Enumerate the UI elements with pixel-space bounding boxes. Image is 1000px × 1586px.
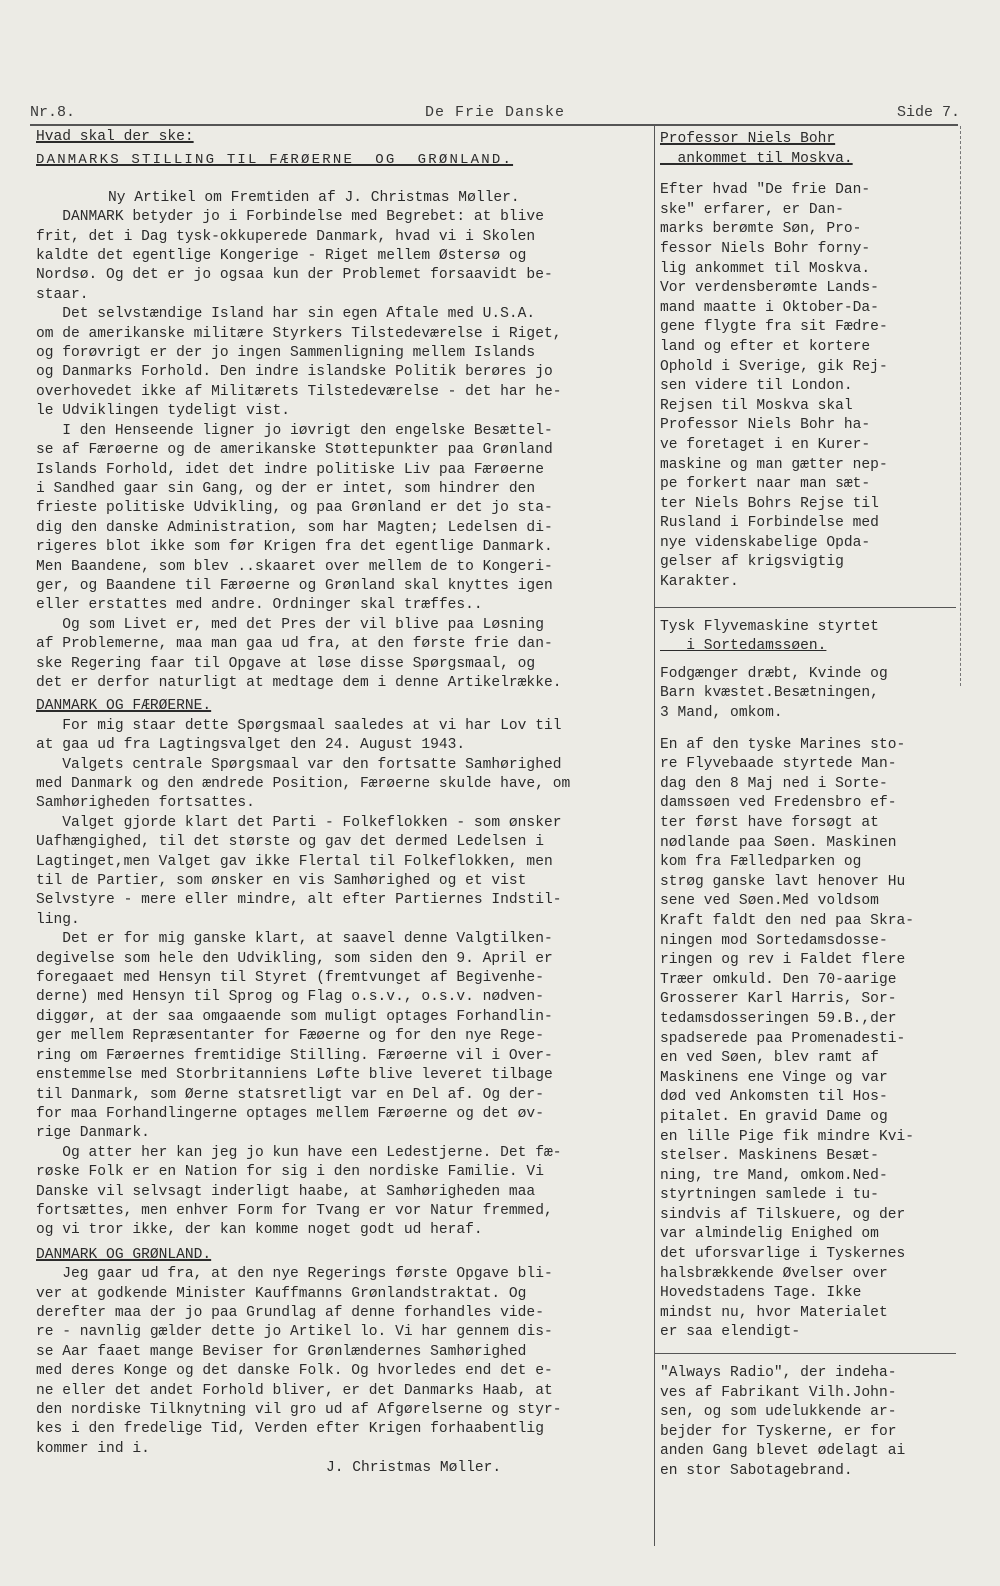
article-subtitle: Ny Artikel om Fremtiden af J. Christmas Møller. (108, 189, 520, 206)
text-line: frit, det i Dag tysk-okkuperede Danmark, hvad vi i Skolen (36, 228, 536, 245)
bohr-headline: Professor Niels Bohr (660, 131, 836, 147)
text-line: ske Regering faar til Opgave at løse disse Spørgsmaal, og (36, 655, 536, 672)
text-line: DANMARK betyder jo i Forbindelse med Begrebet: at blive (36, 209, 544, 226)
text-line: En af den tyske Marines sto- (660, 736, 906, 753)
greenland-paragraphs (36, 1265, 648, 1459)
side-column (660, 130, 956, 1482)
text-line: en ved Søen, blev ramt af (660, 1050, 879, 1067)
masthead-title: De Frie Danske (425, 104, 566, 121)
author-signature: J. Christmas Møller. (326, 1460, 502, 1477)
text-line: rige Danmark. (36, 1125, 150, 1142)
text-line: staar. (36, 286, 89, 303)
text-line: rigeres blot ikke som før Krigen fra det egentlige Danmark. (36, 539, 553, 556)
text-line: spadserede paa Promenadesti- (660, 1030, 906, 1047)
text-line: gene flygte fra sit Fædre- (660, 319, 888, 336)
text-line: dig den danske Administration, som har Magten; Ledelsen di- (36, 519, 553, 536)
text-line: strøg ganske lavt henover Hu (660, 873, 906, 890)
text-line: i Sandhed gaar sin Gang, og der er intet, som hindrer den (36, 480, 536, 497)
text-line: Hovedstadens Tage. Ikke (660, 1285, 862, 1302)
text-line: Valgets centrale Spørgsmaal var den fortsatte Samhørighed (36, 756, 562, 773)
text-line: nødlande paa Søen. Maskinen (660, 834, 897, 851)
text-line: ringen og rev i Faldet flere (660, 952, 906, 969)
text-line: Grosserer Karl Harris, Sor- (660, 991, 897, 1008)
text-line: og forøvrigt er der jo ingen Sammenligning mellem Islands (36, 345, 536, 362)
text-line: derne) med Hensyn til Sprog og Flag o.s.v., o.s.v. nødven- (36, 989, 544, 1006)
text-line: var almindelig Enighed om (660, 1226, 879, 1243)
text-line: maskine og man gætter nep- (660, 456, 888, 473)
plane-article (660, 736, 956, 1343)
text-line: Men Baandene, som blev ..skaaret over mellem de to Kongeri- (36, 558, 553, 575)
text-line: død ved Ankomsten til Hos- (660, 1089, 888, 1106)
text-line: Danske vil selvsagt inderligt haabe, at Samhørigheden maa (36, 1183, 536, 1200)
text-line: bejder for Tyskerne, er for (660, 1423, 897, 1440)
text-line: Valget gjorde klart det Parti - Folkeflokken - som ønsker (36, 814, 562, 831)
text-line: "Always Radio", der indeha- (660, 1365, 897, 1382)
text-line: Efter hvad "De frie Dan- (660, 182, 871, 199)
text-line: pe forkert naar man sæt- (660, 476, 871, 493)
text-line: sen, og som udelukkende ar- (660, 1404, 897, 1421)
text-line: Samhørigheden fortsattes. (36, 795, 255, 812)
faroe-paragraphs (36, 717, 648, 1241)
text-line: sene ved Søen.Med voldsom (660, 893, 879, 910)
text-line: Professor Niels Bohr ha- (660, 417, 871, 434)
text-line: ningen mod Sortedamsdosse- (660, 932, 888, 949)
article-title: DANMARKS STILLING TIL FÆRØERNE OG GRØNLAND. (36, 152, 514, 169)
text-line: og vi tror ikke, der kan komme noget godt ud heraf. (36, 1222, 483, 1239)
page-number: Side 7. (896, 104, 960, 121)
text-line: med deres Konge og det danske Folk. Og hvorledes end det e- (36, 1363, 553, 1380)
text-line: le Udviklingen tydeligt vist. (36, 403, 290, 420)
text-line: stelser. Maskinens Besæt- (660, 1148, 879, 1165)
column-divider (654, 126, 655, 1546)
text-line: ger, og Baandene til Færøerne og Grønland skal knyttes igen (36, 577, 553, 594)
section-label: Hvad skal der ske: (36, 129, 194, 145)
bohr-headline-2: ankommet til Moskva. (660, 150, 853, 167)
text-line: fessor Niels Bohr forny- (660, 240, 871, 257)
text-line: og Danmarks Forhold. Den indre islandske Politik berøres jo (36, 364, 553, 381)
text-line: den nordiske Tilknytning vil gro ud af Afgørelserne og styr- (36, 1402, 562, 1418)
text-line: ter først have forsøgt at (660, 815, 879, 831)
text-line: ves af Fabrikant Vilh.John- (660, 1384, 897, 1401)
text-line: det er derfor naturligt at medtage dem i denne Artikelrække. (36, 674, 562, 691)
right-edge-rule (960, 126, 961, 686)
text-line: til de Partier, som ønsker en vis Samhørighed og et vist (36, 873, 527, 890)
text-line: se Aar faaet mange Beviser for Grønlændernes Samhørighed (36, 1343, 527, 1360)
text-line: eller erstattes med andre. Ordninger skal træffes.. (36, 597, 483, 614)
text-line: Islands Forhold, idet det indre politiske Liv paa Færøerne (36, 461, 544, 478)
text-line: Det er for mig ganske klart, at saavel denne Valgtilken- (36, 931, 553, 948)
bohr-article (660, 181, 956, 592)
text-line: foregaaet med Hensyn til Styret (fremtvunget af Begivenhe- (36, 970, 544, 987)
text-line: Maskinens ene Vinge og var (660, 1069, 888, 1086)
text-line: re - navnlig gælder dette jo Artikel lo. Vi har gennem dis- (36, 1324, 553, 1341)
text-line: For mig staar dette Spørgsmaal saaledes at vi har Lov til (36, 717, 562, 734)
text-line: med Danmark og den ændrede Position, Færøerne skulde have, om (36, 776, 571, 792)
text-line: til Danmark, som Øerne statsretligt var en Del af. Og der- (36, 1086, 544, 1103)
text-line: overhovedet ikke af Militærets Tilstedeværelse - det har he- (36, 383, 562, 400)
text-line: Træer omkuld. Den 70-aarige (660, 971, 897, 988)
text-line: Uafhængighed, til det største og gav det dermed Ledelsen i (36, 834, 544, 851)
text-line: mand maatte i Oktober-Da- (660, 299, 879, 316)
separator-rule-2 (654, 1353, 956, 1354)
text-line: degivelse som hele den Udvikling, som siden den 9. April er (36, 950, 553, 967)
intro-paragraphs (36, 208, 648, 693)
text-line: mindst nu, hvor Materialet (660, 1304, 888, 1321)
text-line: frieste politiske Udvikling, og paa Grønland er det jo sta- (36, 500, 553, 517)
text-line: enstemmelse med Storbritanniens Løfte blive leveret tilbage (36, 1067, 553, 1084)
text-line: Nordsø. Og det er jo ogsaa kun der Problemet forsaavidt be- (36, 267, 553, 284)
text-line: re Flyvebaade styrtede Man- (660, 756, 897, 773)
text-line: kes i den fredelige Tid, Verden efter Krigen forhaabentlig (36, 1421, 544, 1438)
text-line: kaldte det egentlige Kongerige - Riget mellem Østersø og (36, 248, 527, 265)
text-line: ring om Færøernes fremtidige Stilling. Færøerne vil i Over- (36, 1047, 553, 1064)
text-line: Det selvstændige Island har sin egen Aftale med U.S.A. (36, 306, 536, 323)
text-line: land og efter et kortere (660, 338, 871, 355)
text-line: dag den 8 Maj ned i Sorte- (660, 775, 888, 792)
text-line: Rusland i Forbindelse med (660, 515, 879, 532)
text-line: ling. (36, 911, 80, 928)
text-line: nye videnskabelige Opda- (660, 534, 871, 551)
text-line: ve foretaget i en Kurer- (660, 436, 871, 453)
text-line: styrtningen samlede i tu- (660, 1187, 879, 1204)
text-line: Og atter her kan jeg jo kun have een Ledestjerne. Det fæ- (36, 1144, 562, 1161)
page-header (30, 104, 960, 126)
text-line: kommer ind i. (36, 1440, 150, 1457)
text-line: tedamsdosseringen 59.B.,der (660, 1010, 897, 1027)
main-article (36, 128, 648, 1479)
text-line: Karakter. (660, 574, 739, 591)
text-line: damssøen ved Fredensbro ef- (660, 795, 897, 812)
text-line: sen videre til London. (660, 378, 853, 395)
text-line: Lagtinget,men Valget gav ikke Flertal til Folkeflokken, men (36, 853, 553, 870)
text-line: Jeg gaar ud fra, at den nye Regerings første Opgave bli- (36, 1266, 553, 1283)
text-line: ver at godkende Minister Kauffmanns Grønlandstraktat. Og (36, 1285, 527, 1302)
text-line: er saa elendigt- (660, 1324, 801, 1341)
plane-headline: Tysk Flyvemaskine styrtet (660, 618, 879, 635)
separator-rule (654, 607, 956, 608)
text-line: røske Folk er en Nation for sig i den nordiske Familie. Vi (36, 1164, 544, 1181)
text-line: fortsættes, men enhver Form for Tvang er vor Natur fremmed, (36, 1202, 553, 1219)
text-line: pitalet. En gravid Dame og (660, 1108, 888, 1125)
text-line: for maa Forhandlingerne optages mellem Færøerne og det øv- (36, 1105, 544, 1122)
text-line: diggør, at der saa omgaaende som muligt optages Forhandlin- (36, 1008, 553, 1025)
text-line: Og som Livet er, med det Pres der vil blive paa Løsning (36, 616, 544, 633)
text-line: Ophold i Sverige, gik Rej- (660, 358, 888, 375)
text-line: gelser af krigsvigtig (660, 554, 844, 571)
radio-article (660, 1364, 956, 1482)
text-line: 3 Mand, omkom. (660, 705, 783, 722)
text-line: halsbrækkende Øvelser over (660, 1265, 888, 1282)
text-line: derefter maa der jo paa Grundlag af denne forhandles vide- (36, 1304, 544, 1321)
text-line: Rejsen til Moskva skal (660, 397, 853, 414)
plane-headline-2: i Sortedamssøen. (660, 638, 827, 655)
text-line: sindvis af Tilskuere, og der (660, 1206, 906, 1223)
issue-number: Nr.8. (30, 104, 76, 121)
text-line: Kraft faldt den ned paa Skra- (660, 912, 914, 929)
text-line: anden Gang blevet ødelagt ai (660, 1443, 906, 1460)
text-line: Barn kvæstet.Besætningen, (660, 685, 879, 702)
text-line: Fodgænger dræbt, Kvinde og (660, 665, 888, 682)
text-line: det uforsvarlige i Tyskernes (660, 1246, 906, 1263)
text-line: ter Niels Bohrs Rejse til (660, 495, 879, 512)
text-line: ne eller det andet Forhold bliver, er det Danmarks Haab, at (36, 1382, 553, 1399)
text-line: lig ankommet til Moskva. (660, 260, 871, 277)
text-line: en stor Sabotagebrand. (660, 1463, 853, 1479)
text-line: marks berømte Søn, Pro- (660, 221, 862, 238)
text-line: Selvstyre - mere eller mindre, alt efter Partiernes Indstil- (36, 892, 562, 909)
text-line: se af Færøerne og de amerikanske Støttepunkter paa Grønland (36, 442, 553, 459)
header-rule (30, 124, 958, 126)
text-line: ger mellem Repræsentanter for Fæøerne og for den nye Rege- (36, 1028, 544, 1045)
plane-summary (660, 665, 956, 724)
text-line: ning, tre Mand, omkom.Ned- (660, 1167, 888, 1184)
greenland-heading: DANMARK OG GRØNLAND. (36, 1246, 212, 1263)
text-line: en lille Pige fik mindre Kvi- (660, 1128, 914, 1145)
text-line: Vor verdensberømte Lands- (660, 280, 879, 297)
text-line: af Problemerne, maa man gaa ud fra, at den første frie dan- (36, 636, 553, 653)
text-line: ske" erfarer, er Dan- (660, 201, 844, 218)
text-line: I den Henseende ligner jo iøvrigt den engelske Besættel- (36, 422, 553, 439)
text-line: om de amerikanske militære Styrkers Tilstedeværelse i Riget, (36, 325, 562, 342)
text-line: at gaa ud fra Lagtingsvalget den 24. August 1943. (36, 737, 466, 754)
faroe-heading: DANMARK OG FÆRØERNE. (36, 698, 212, 715)
text-line: kom fra Fælledparken og (660, 854, 862, 871)
